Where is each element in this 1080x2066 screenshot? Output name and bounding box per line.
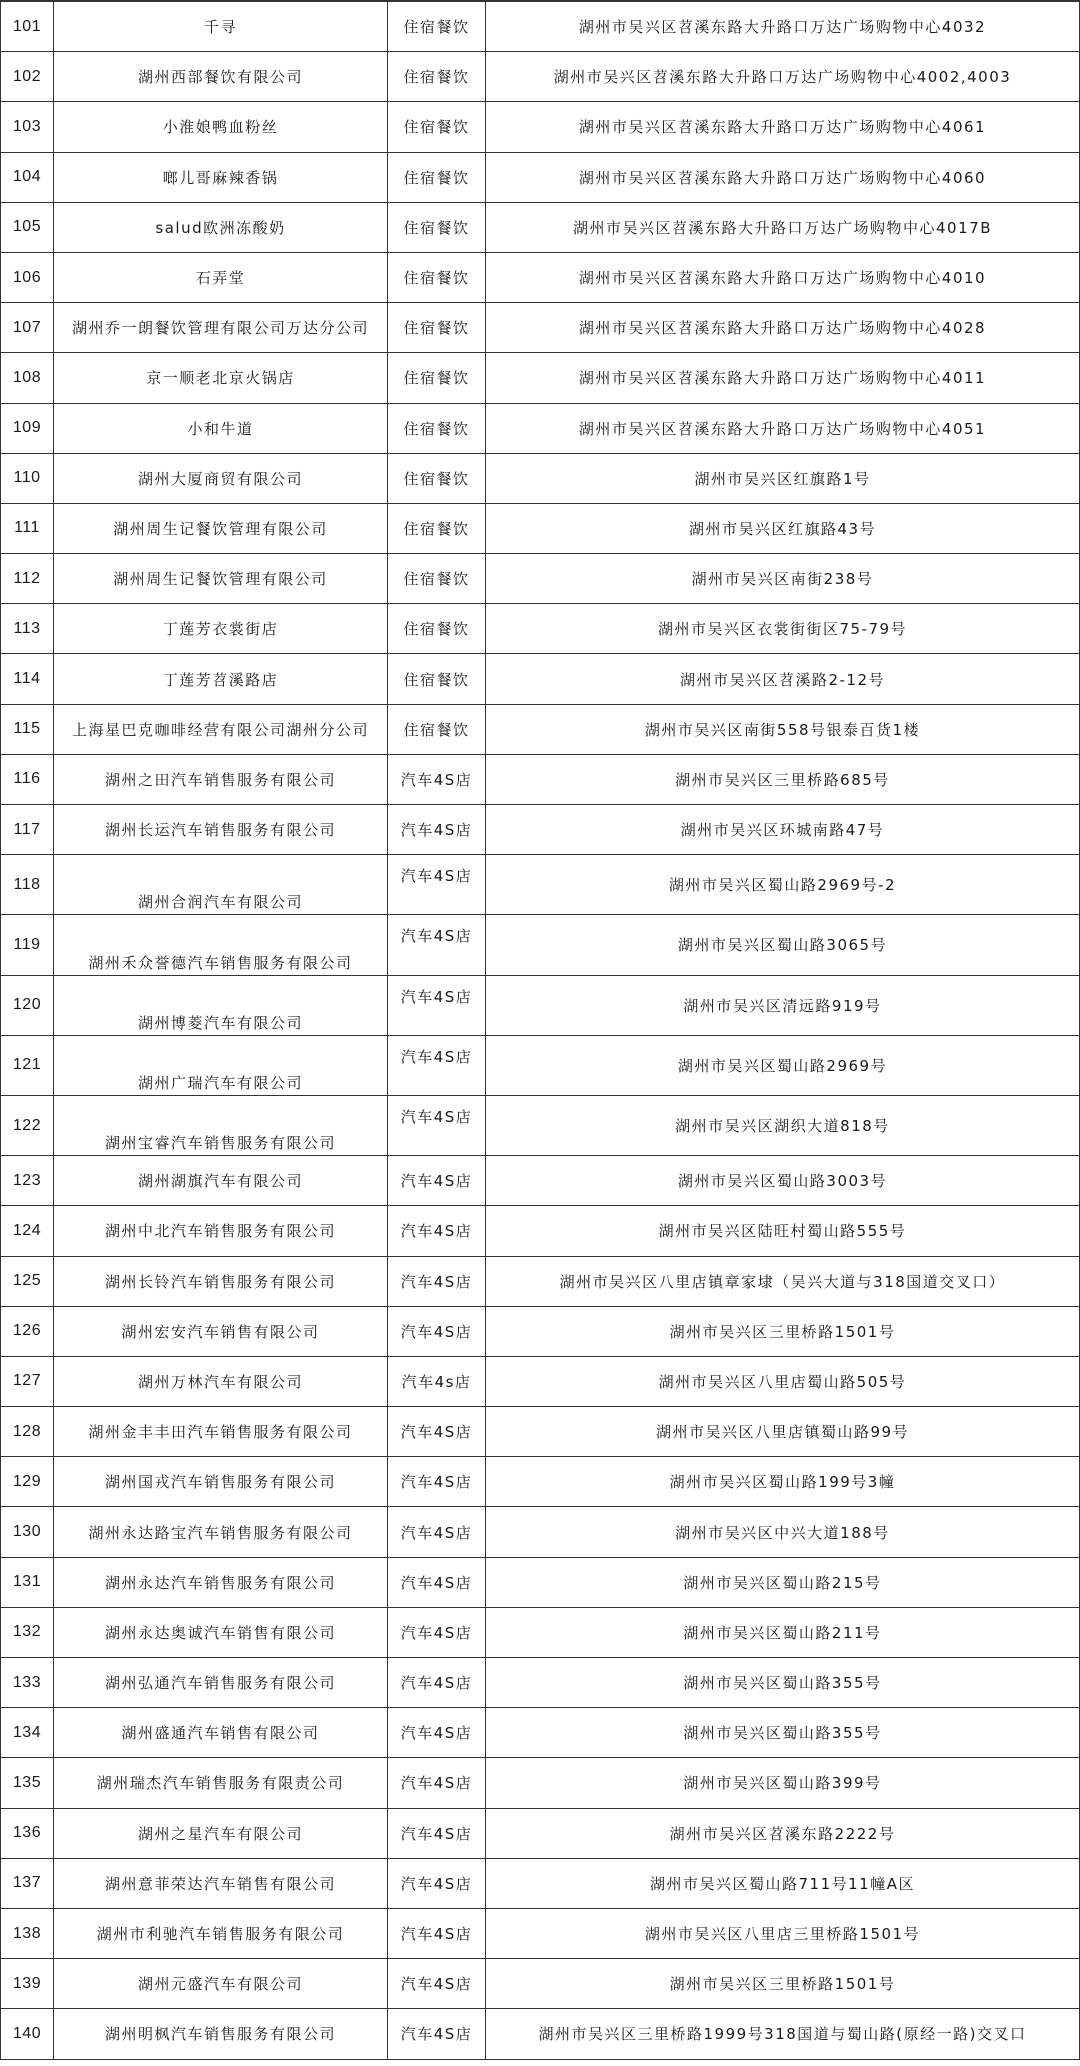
cell-category: 住宿餐饮 bbox=[388, 654, 486, 704]
cell-address: 湖州市吴兴区三里桥路1501号 bbox=[486, 1306, 1080, 1356]
cell-merchant-name: 千寻 bbox=[54, 1, 388, 52]
cell-number: 119 bbox=[1, 915, 54, 975]
cell-category: 汽车4S店 bbox=[388, 805, 486, 855]
cell-address: 湖州市吴兴区苕溪东路大升路口万达广场购物中心4002,4003 bbox=[486, 52, 1080, 102]
cell-address: 湖州市吴兴区蜀山路2969号-2 bbox=[486, 855, 1080, 915]
cell-merchant-name: 湖州之星汽车有限公司 bbox=[54, 1808, 388, 1858]
cell-address: 湖州市吴兴区南街558号银泰百货1楼 bbox=[486, 704, 1080, 754]
cell-address: 湖州市吴兴区蜀山路215号 bbox=[486, 1557, 1080, 1607]
cell-category: 汽车4S店 bbox=[388, 1507, 486, 1557]
table-row bbox=[1, 1808, 1080, 1858]
table-row bbox=[1, 1356, 1080, 1406]
cell-number: 137 bbox=[1, 1858, 54, 1908]
cell-number: 134 bbox=[1, 1708, 54, 1758]
cell-address: 湖州市吴兴区三里桥路1999号318国道与蜀山路(原经一路)交叉口 bbox=[486, 2009, 1080, 2059]
cell-address: 湖州市吴兴区苕溪东路大升路口万达广场购物中心4017B bbox=[486, 202, 1080, 252]
table-row bbox=[1, 915, 1080, 975]
cell-category: 汽车4S店 bbox=[388, 1959, 486, 2009]
cell-category: 汽车4S店 bbox=[388, 1607, 486, 1657]
cell-number: 120 bbox=[1, 975, 54, 1035]
cell-address: 湖州市吴兴区苕溪东路2222号 bbox=[486, 1808, 1080, 1858]
table-row bbox=[1, 1407, 1080, 1457]
table-row bbox=[1, 604, 1080, 654]
cell-address: 湖州市吴兴区蜀山路711号11幢A区 bbox=[486, 1858, 1080, 1908]
cell-number: 104 bbox=[1, 152, 54, 202]
cell-number: 124 bbox=[1, 1206, 54, 1256]
cell-merchant-name: 湖州意菲荣达汽车销售有限公司 bbox=[54, 1858, 388, 1908]
cell-address: 湖州市吴兴区苕溪东路大升路口万达广场购物中心4010 bbox=[486, 252, 1080, 302]
cell-address: 湖州市吴兴区红旗路1号 bbox=[486, 453, 1080, 503]
cell-number: 108 bbox=[1, 353, 54, 403]
table-row bbox=[1, 1095, 1080, 1155]
cell-number: 133 bbox=[1, 1658, 54, 1708]
cell-merchant-name: 小淮娘鸭血粉丝 bbox=[54, 102, 388, 152]
cell-merchant-name: 湖州周生记餐饮管理有限公司 bbox=[54, 554, 388, 604]
cell-category: 汽车4S店 bbox=[388, 1306, 486, 1356]
table-row bbox=[1, 453, 1080, 503]
cell-number: 136 bbox=[1, 1808, 54, 1858]
cell-category: 汽车4S店 bbox=[388, 1908, 486, 1958]
cell-number: 135 bbox=[1, 1758, 54, 1808]
cell-merchant-name: 湖州永达路宝汽车销售服务有限公司 bbox=[54, 1507, 388, 1557]
table-row bbox=[1, 252, 1080, 302]
cell-address: 湖州市吴兴区衣裳街街区75-79号 bbox=[486, 604, 1080, 654]
cell-category: 汽车4S店 bbox=[388, 1858, 486, 1908]
table-row bbox=[1, 152, 1080, 202]
cell-category: 住宿餐饮 bbox=[388, 152, 486, 202]
cell-number: 106 bbox=[1, 252, 54, 302]
cell-merchant-name: 湖州合润汽车有限公司 bbox=[54, 855, 388, 915]
table-row bbox=[1, 1557, 1080, 1607]
cell-merchant-name: 湖州乔一朗餐饮管理有限公司万达分公司 bbox=[54, 303, 388, 353]
cell-category: 汽车4S店 bbox=[388, 1206, 486, 1256]
cell-address: 湖州市吴兴区蜀山路2969号 bbox=[486, 1035, 1080, 1095]
cell-merchant-name: 石弄堂 bbox=[54, 252, 388, 302]
cell-number: 116 bbox=[1, 754, 54, 804]
cell-merchant-name: 湖州市利驰汽车销售服务有限公司 bbox=[54, 1908, 388, 1958]
cell-number: 129 bbox=[1, 1457, 54, 1507]
cell-category: 汽车4S店 bbox=[388, 1758, 486, 1808]
table-row bbox=[1, 805, 1080, 855]
table-row bbox=[1, 353, 1080, 403]
table-row bbox=[1, 303, 1080, 353]
cell-category: 汽车4S店 bbox=[388, 1095, 486, 1155]
cell-category: 住宿餐饮 bbox=[388, 704, 486, 754]
cell-number: 107 bbox=[1, 303, 54, 353]
cell-category: 汽车4S店 bbox=[388, 2009, 486, 2059]
cell-number: 115 bbox=[1, 704, 54, 754]
cell-address: 湖州市吴兴区苕溪路2-12号 bbox=[486, 654, 1080, 704]
cell-number: 138 bbox=[1, 1908, 54, 1958]
cell-category: 住宿餐饮 bbox=[388, 1, 486, 52]
cell-merchant-name: 湖州万林汽车有限公司 bbox=[54, 1356, 388, 1406]
cell-address: 湖州市吴兴区南街238号 bbox=[486, 554, 1080, 604]
cell-merchant-name: 丁莲芳苕溪路店 bbox=[54, 654, 388, 704]
cell-address: 湖州市吴兴区蜀山路3065号 bbox=[486, 915, 1080, 975]
cell-merchant-name: 湖州永达汽车销售服务有限公司 bbox=[54, 1557, 388, 1607]
cell-address: 湖州市吴兴区三里桥路685号 bbox=[486, 754, 1080, 804]
cell-merchant-name: 湖州宏安汽车销售有限公司 bbox=[54, 1306, 388, 1356]
cell-merchant-name: 湖州盛通汽车销售有限公司 bbox=[54, 1708, 388, 1758]
cell-number: 128 bbox=[1, 1407, 54, 1457]
cell-number: 113 bbox=[1, 604, 54, 654]
cell-address: 湖州市吴兴区八里店三里桥路1501号 bbox=[486, 1908, 1080, 1958]
cell-merchant-name: 湖州明枫汽车销售服务有限公司 bbox=[54, 2009, 388, 2059]
cell-merchant-name: 上海星巴克咖啡经营有限公司湖州分公司 bbox=[54, 704, 388, 754]
table-row bbox=[1, 654, 1080, 704]
cell-category: 住宿餐饮 bbox=[388, 52, 486, 102]
table-row bbox=[1, 975, 1080, 1035]
cell-merchant-name: 湖州国戎汽车销售服务有限公司 bbox=[54, 1457, 388, 1507]
cell-address: 湖州市吴兴区环城南路47号 bbox=[486, 805, 1080, 855]
cell-merchant-name: 湖州元盛汽车有限公司 bbox=[54, 1959, 388, 2009]
cell-category: 汽车4s店 bbox=[388, 1356, 486, 1406]
cell-address: 湖州市吴兴区红旗路43号 bbox=[486, 503, 1080, 553]
cell-category: 汽车4S店 bbox=[388, 1256, 486, 1306]
cell-address: 湖州市吴兴区苕溪东路大升路口万达广场购物中心4060 bbox=[486, 152, 1080, 202]
cell-merchant-name: 湖州中北汽车销售服务有限公司 bbox=[54, 1206, 388, 1256]
cell-address: 湖州市吴兴区苕溪东路大升路口万达广场购物中心4011 bbox=[486, 353, 1080, 403]
table-row bbox=[1, 1507, 1080, 1557]
cell-merchant-name: 湖州大厦商贸有限公司 bbox=[54, 453, 388, 503]
table-row bbox=[1, 754, 1080, 804]
table-row bbox=[1, 1758, 1080, 1808]
cell-merchant-name: 湖州博菱汽车有限公司 bbox=[54, 975, 388, 1035]
cell-category: 汽车4S店 bbox=[388, 754, 486, 804]
cell-category: 住宿餐饮 bbox=[388, 102, 486, 152]
cell-merchant-name: 湖州弘通汽车销售服务有限公司 bbox=[54, 1658, 388, 1708]
cell-number: 130 bbox=[1, 1507, 54, 1557]
merchant-table-body bbox=[1, 1, 1080, 2059]
cell-category: 汽车4S店 bbox=[388, 1035, 486, 1095]
table-row bbox=[1, 1457, 1080, 1507]
cell-address: 湖州市吴兴区湖织大道818号 bbox=[486, 1095, 1080, 1155]
cell-number: 101 bbox=[1, 1, 54, 52]
table-row bbox=[1, 1035, 1080, 1095]
table-row bbox=[1, 503, 1080, 553]
cell-address: 湖州市吴兴区中兴大道188号 bbox=[486, 1507, 1080, 1557]
cell-number: 132 bbox=[1, 1607, 54, 1657]
cell-category: 住宿餐饮 bbox=[388, 403, 486, 453]
cell-number: 123 bbox=[1, 1156, 54, 1206]
cell-number: 118 bbox=[1, 855, 54, 915]
cell-category: 汽车4S店 bbox=[388, 915, 486, 975]
table-row bbox=[1, 1156, 1080, 1206]
cell-number: 127 bbox=[1, 1356, 54, 1406]
cell-address: 湖州市吴兴区苕溪东路大升路口万达广场购物中心4051 bbox=[486, 403, 1080, 453]
cell-category: 汽车4S店 bbox=[388, 1557, 486, 1607]
cell-number: 131 bbox=[1, 1557, 54, 1607]
cell-category: 汽车4S店 bbox=[388, 1407, 486, 1457]
table-row bbox=[1, 403, 1080, 453]
cell-number: 103 bbox=[1, 102, 54, 152]
cell-category: 汽车4S店 bbox=[388, 975, 486, 1035]
cell-merchant-name: 湖州永达奥诚汽车销售有限公司 bbox=[54, 1607, 388, 1657]
cell-address: 湖州市吴兴区八里店镇蜀山路99号 bbox=[486, 1407, 1080, 1457]
cell-merchant-name: 湖州湖旗汽车有限公司 bbox=[54, 1156, 388, 1206]
cell-number: 121 bbox=[1, 1035, 54, 1095]
cell-number: 114 bbox=[1, 654, 54, 704]
cell-address: 湖州市吴兴区清远路919号 bbox=[486, 975, 1080, 1035]
table-row bbox=[1, 1306, 1080, 1356]
cell-merchant-name: 湖州金丰丰田汽车销售服务有限公司 bbox=[54, 1407, 388, 1457]
table-row bbox=[1, 855, 1080, 915]
table-row bbox=[1, 2009, 1080, 2059]
cell-merchant-name: 湖州西部餐饮有限公司 bbox=[54, 52, 388, 102]
cell-category: 住宿餐饮 bbox=[388, 353, 486, 403]
cell-address: 湖州市吴兴区陆旺村蜀山路555号 bbox=[486, 1206, 1080, 1256]
table-row bbox=[1, 554, 1080, 604]
cell-number: 112 bbox=[1, 554, 54, 604]
cell-number: 102 bbox=[1, 52, 54, 102]
cell-address: 湖州市吴兴区苕溪东路大升路口万达广场购物中心4028 bbox=[486, 303, 1080, 353]
cell-merchant-name: 湖州禾众誉德汽车销售服务有限公司 bbox=[54, 915, 388, 975]
table-row bbox=[1, 1607, 1080, 1657]
cell-number: 126 bbox=[1, 1306, 54, 1356]
cell-number: 125 bbox=[1, 1256, 54, 1306]
cell-category: 住宿餐饮 bbox=[388, 604, 486, 654]
cell-number: 110 bbox=[1, 453, 54, 503]
cell-merchant-name: 丁莲芳衣裳街店 bbox=[54, 604, 388, 654]
cell-merchant-name: 小和牛道 bbox=[54, 403, 388, 453]
table-row bbox=[1, 1858, 1080, 1908]
cell-category: 汽车4S店 bbox=[388, 1708, 486, 1758]
cell-number: 122 bbox=[1, 1095, 54, 1155]
table-row bbox=[1, 1, 1080, 52]
cell-number: 139 bbox=[1, 1959, 54, 2009]
cell-merchant-name: 啷儿哥麻辣香锅 bbox=[54, 152, 388, 202]
cell-address: 湖州市吴兴区蜀山路355号 bbox=[486, 1658, 1080, 1708]
cell-category: 住宿餐饮 bbox=[388, 303, 486, 353]
cell-category: 住宿餐饮 bbox=[388, 554, 486, 604]
cell-category: 住宿餐饮 bbox=[388, 503, 486, 553]
table-row bbox=[1, 52, 1080, 102]
cell-merchant-name: 湖州瑞杰汽车销售服务有限责公司 bbox=[54, 1758, 388, 1808]
table-row bbox=[1, 102, 1080, 152]
table-row bbox=[1, 1908, 1080, 1958]
cell-category: 汽车4S店 bbox=[388, 1808, 486, 1858]
cell-address: 湖州市吴兴区蜀山路355号 bbox=[486, 1708, 1080, 1758]
cell-merchant-name: 湖州周生记餐饮管理有限公司 bbox=[54, 503, 388, 553]
table-row bbox=[1, 1708, 1080, 1758]
cell-category: 住宿餐饮 bbox=[388, 252, 486, 302]
cell-category: 汽车4S店 bbox=[388, 1658, 486, 1708]
cell-address: 湖州市吴兴区苕溪东路大升路口万达广场购物中心4061 bbox=[486, 102, 1080, 152]
cell-category: 汽车4S店 bbox=[388, 855, 486, 915]
cell-number: 111 bbox=[1, 503, 54, 553]
cell-address: 湖州市吴兴区三里桥路1501号 bbox=[486, 1959, 1080, 2009]
table-row bbox=[1, 1658, 1080, 1708]
cell-address: 湖州市吴兴区蜀山路399号 bbox=[486, 1758, 1080, 1808]
cell-number: 105 bbox=[1, 202, 54, 252]
cell-number: 140 bbox=[1, 2009, 54, 2059]
table-row bbox=[1, 704, 1080, 754]
cell-category: 住宿餐饮 bbox=[388, 453, 486, 503]
cell-address: 湖州市吴兴区蜀山路199号3幢 bbox=[486, 1457, 1080, 1507]
table-row bbox=[1, 1959, 1080, 2009]
cell-address: 湖州市吴兴区蜀山路3003号 bbox=[486, 1156, 1080, 1206]
cell-category: 汽车4S店 bbox=[388, 1156, 486, 1206]
cell-merchant-name: 湖州长运汽车销售服务有限公司 bbox=[54, 805, 388, 855]
cell-address: 湖州市吴兴区八里店蜀山路505号 bbox=[486, 1356, 1080, 1406]
cell-merchant-name: 湖州长铃汽车销售服务有限公司 bbox=[54, 1256, 388, 1306]
cell-address: 湖州市吴兴区蜀山路211号 bbox=[486, 1607, 1080, 1657]
table-row bbox=[1, 202, 1080, 252]
cell-category: 住宿餐饮 bbox=[388, 202, 486, 252]
cell-number: 117 bbox=[1, 805, 54, 855]
cell-category: 汽车4S店 bbox=[388, 1457, 486, 1507]
cell-number: 109 bbox=[1, 403, 54, 453]
table-row bbox=[1, 1256, 1080, 1306]
cell-merchant-name: 湖州宝睿汽车销售服务有限公司 bbox=[54, 1095, 388, 1155]
cell-merchant-name: salud欧洲冻酸奶 bbox=[54, 202, 388, 252]
cell-merchant-name: 湖州广瑞汽车有限公司 bbox=[54, 1035, 388, 1095]
cell-address: 湖州市吴兴区八里店镇章家埭（吴兴大道与318国道交叉口） bbox=[486, 1256, 1080, 1306]
cell-merchant-name: 湖州之田汽车销售服务有限公司 bbox=[54, 754, 388, 804]
table-row bbox=[1, 1206, 1080, 1256]
cell-address: 湖州市吴兴区苕溪东路大升路口万达广场购物中心4032 bbox=[486, 1, 1080, 52]
cell-merchant-name: 京一顺老北京火锅店 bbox=[54, 353, 388, 403]
